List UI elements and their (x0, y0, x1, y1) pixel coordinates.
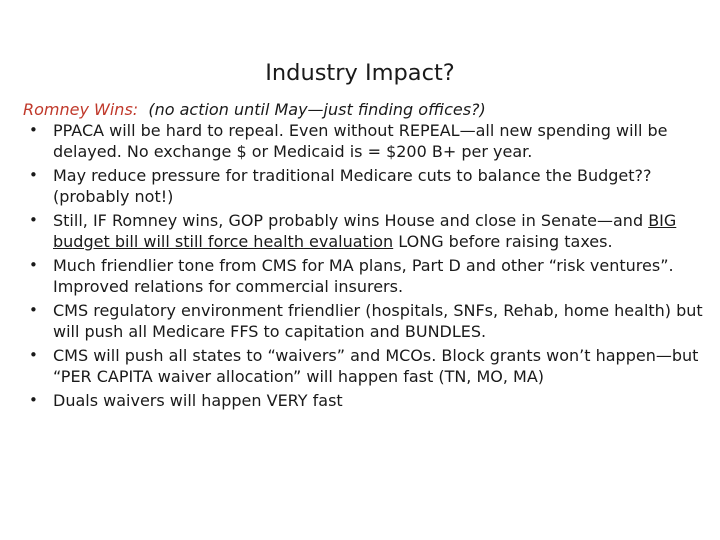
slide-body (23, 99, 703, 414)
intro-note: (no action until May—just finding offices?) (148, 100, 486, 119)
list-item (23, 210, 703, 252)
bullet-icon: • (29, 211, 38, 229)
bullet-text-pre: Still, IF Romney wins, GOP probably wins House and close in Senate—and (53, 211, 649, 230)
list-item (23, 345, 703, 387)
list-item (23, 120, 703, 162)
bullet-text: PPACA will be hard to repeal. Even without REPEAL—all new spending will be delayed. No exchange $ or Medicaid is = $200 B+ per year. (53, 121, 668, 161)
bullet-list (23, 120, 703, 411)
intro-lead: Romney Wins: (23, 100, 139, 119)
bullet-icon: • (29, 391, 38, 409)
bullet-icon: • (29, 166, 38, 184)
bullet-text: May reduce pressure for traditional Medicare cuts to balance the Budget?? (probably not!) (53, 166, 652, 206)
list-item (23, 390, 703, 411)
bullet-text: Much friendlier tone from CMS for MA plans, Part D and other “risk ventures”. Improved relations for commercial insurers. (53, 256, 674, 296)
bullet-text-underlined: BIG budget bill will still force health evaluation (53, 211, 677, 251)
bullet-icon: • (29, 301, 38, 319)
intro-line (23, 99, 703, 120)
bullet-icon: • (29, 346, 38, 364)
bullet-text: Duals waivers will happen VERY fast (53, 391, 343, 410)
bullet-icon: • (29, 256, 38, 274)
list-item (23, 255, 703, 297)
slide-title: Industry Impact? (265, 60, 455, 86)
bullet-icon: • (29, 121, 38, 139)
bullet-text: CMS regulatory environment friendlier (hospitals, SNFs, Rehab, home health) but will push all Medicare FFS to capitation and BUNDLES. (53, 301, 703, 341)
bullet-text-post: LONG before raising taxes. (393, 232, 613, 251)
list-item (23, 300, 703, 342)
list-item (23, 165, 703, 207)
bullet-text: CMS will push all states to “waivers” and MCOs. Block grants won’t happen—but “PER CAPITA waiver allocation” will happen fast (TN, MO, MA) (53, 346, 699, 386)
